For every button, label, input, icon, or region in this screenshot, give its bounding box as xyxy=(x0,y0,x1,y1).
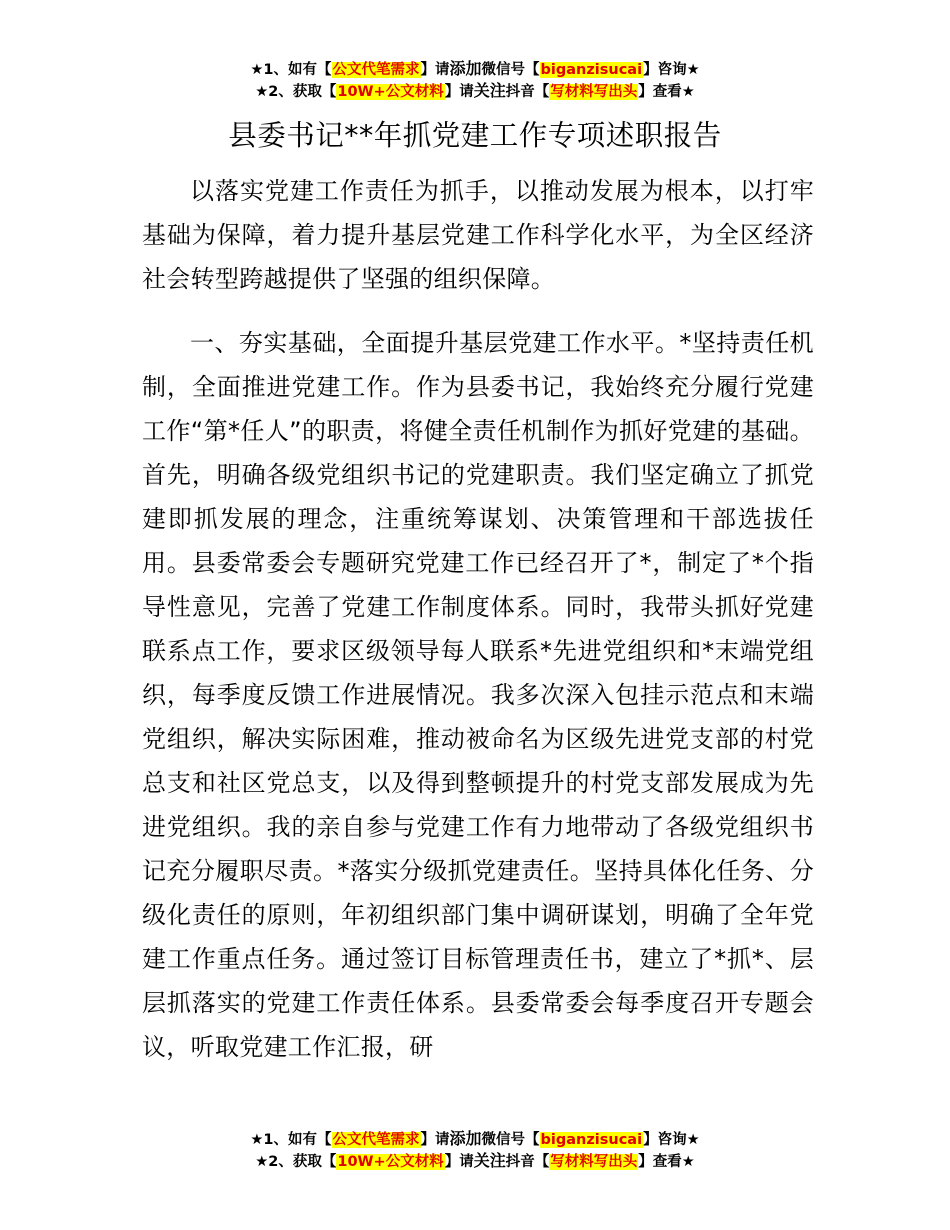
paragraph-intro: 以落实党建工作责任为抓手，以推动发展为根本，以打牢基础为保障，着力提升基层党建工作科学化水平，为全区经济社会转型跨越提供了坚强的组织保障。 xyxy=(142,177,814,293)
paragraph-section-one: 一、夯实基础，全面提升基层党建工作水平。*坚持责任机制，全面推进党建工作。作为县委书记，我始终充分履行党建工作“第*任人”的职责，将健全责任机制作为抓好党建的基础。首先，明确各级党组织书记的党建职责。我们坚定确立了抓党建即抓发展的理念，注重统筹谋划、决策管理和干部选拔任用。县委常委会专题研究党建工作已经召开了*，制定了*个指导性意见，完善了党建工作制度体系。同时，我带头抓好党建联系点工作，要求区级领导每人联系*先进党组织和*末端党组织，每季度反馈工作进展情况。我多次深入包挂示范点和末端党组织，解决实际困难，推动被命名为区级先进党支部的村党总支和社区党总支，以及得到整顿提升的村党支部发展成为先进党组织。我的亲自参与党建工作有力地带动了各级党组织书记充分履职尽责。*落实分级抓党建责任。坚持具体化任务、分级化责任的原则，年初组织部门集中调研谋划，明确了全年党建工作重点任务。通过签订目标管理责任书，建立了*抓*、层层抓落实的党建工作责任体系。县委常委会每季度召开专题会议，听取党建工作汇报，研 xyxy=(142,329,814,1061)
banner-line-1: ★1、如有【公文代笔需求】请添加微信号【biganzisucai】咨询★ xyxy=(250,1129,700,1148)
document-title: 县委书记**年抓党建工作专项述职报告 xyxy=(228,119,722,152)
banner-line-1: ★1、如有【公文代笔需求】请添加微信号【biganzisucai】咨询★ xyxy=(250,59,700,78)
document-body xyxy=(142,169,814,1069)
highlight-materials: 10W+公文材料 xyxy=(337,1154,444,1170)
highlight-ghostwriting: 公文代笔需求 xyxy=(332,62,420,78)
footer-banner xyxy=(0,1128,950,1172)
banner-line-2: ★2、获取【10W+公文材料】请关注抖音【写材料写出头】查看★ xyxy=(255,81,695,100)
highlight-wechat-id: biganzisucai xyxy=(540,62,643,78)
highlight-ghostwriting: 公文代笔需求 xyxy=(332,1132,420,1148)
header-banner xyxy=(0,58,950,102)
highlight-douyin-account: 写材料写出头 xyxy=(550,1154,638,1170)
highlight-materials: 10W+公文材料 xyxy=(337,84,444,100)
banner-line-2: ★2、获取【10W+公文材料】请关注抖音【写材料写出头】查看★ xyxy=(255,1151,695,1170)
highlight-wechat-id: biganzisucai xyxy=(540,1132,643,1148)
highlight-douyin-account: 写材料写出头 xyxy=(550,84,638,100)
